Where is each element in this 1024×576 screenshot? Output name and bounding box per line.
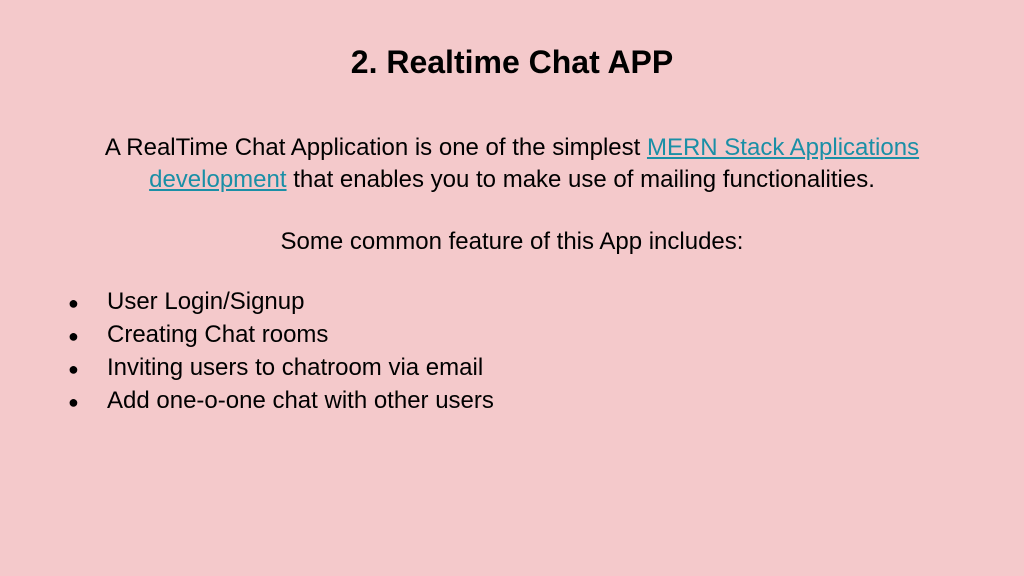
slide-title: 2. Realtime Chat APP	[350, 44, 674, 80]
feature-text: User Login/Signup	[107, 288, 305, 315]
intro-paragraph	[40, 132, 984, 196]
feature-text: Creating Chat rooms	[107, 321, 329, 348]
feature-text: Add one-o-one chat with other users	[107, 387, 494, 414]
bullet-icon: ●	[68, 326, 79, 346]
feature-text: Inviting users to chatroom via email	[107, 354, 484, 381]
list-item	[68, 286, 868, 319]
feature-list	[68, 286, 868, 418]
intro-text-after: that enables you to make use of mailing functionalities.	[286, 166, 875, 193]
list-item	[68, 319, 868, 352]
intro-text-before: A RealTime Chat Application is one of the simplest	[104, 134, 647, 161]
bullet-icon: ●	[68, 359, 79, 379]
list-item	[68, 385, 868, 418]
bullet-icon: ●	[68, 293, 79, 313]
list-item	[68, 352, 868, 385]
features-lead: Some common feature of this App includes:	[280, 228, 744, 255]
mern-stack-link[interactable]: MERN Stack Applications development	[149, 134, 920, 193]
bullet-icon: ●	[68, 392, 79, 412]
